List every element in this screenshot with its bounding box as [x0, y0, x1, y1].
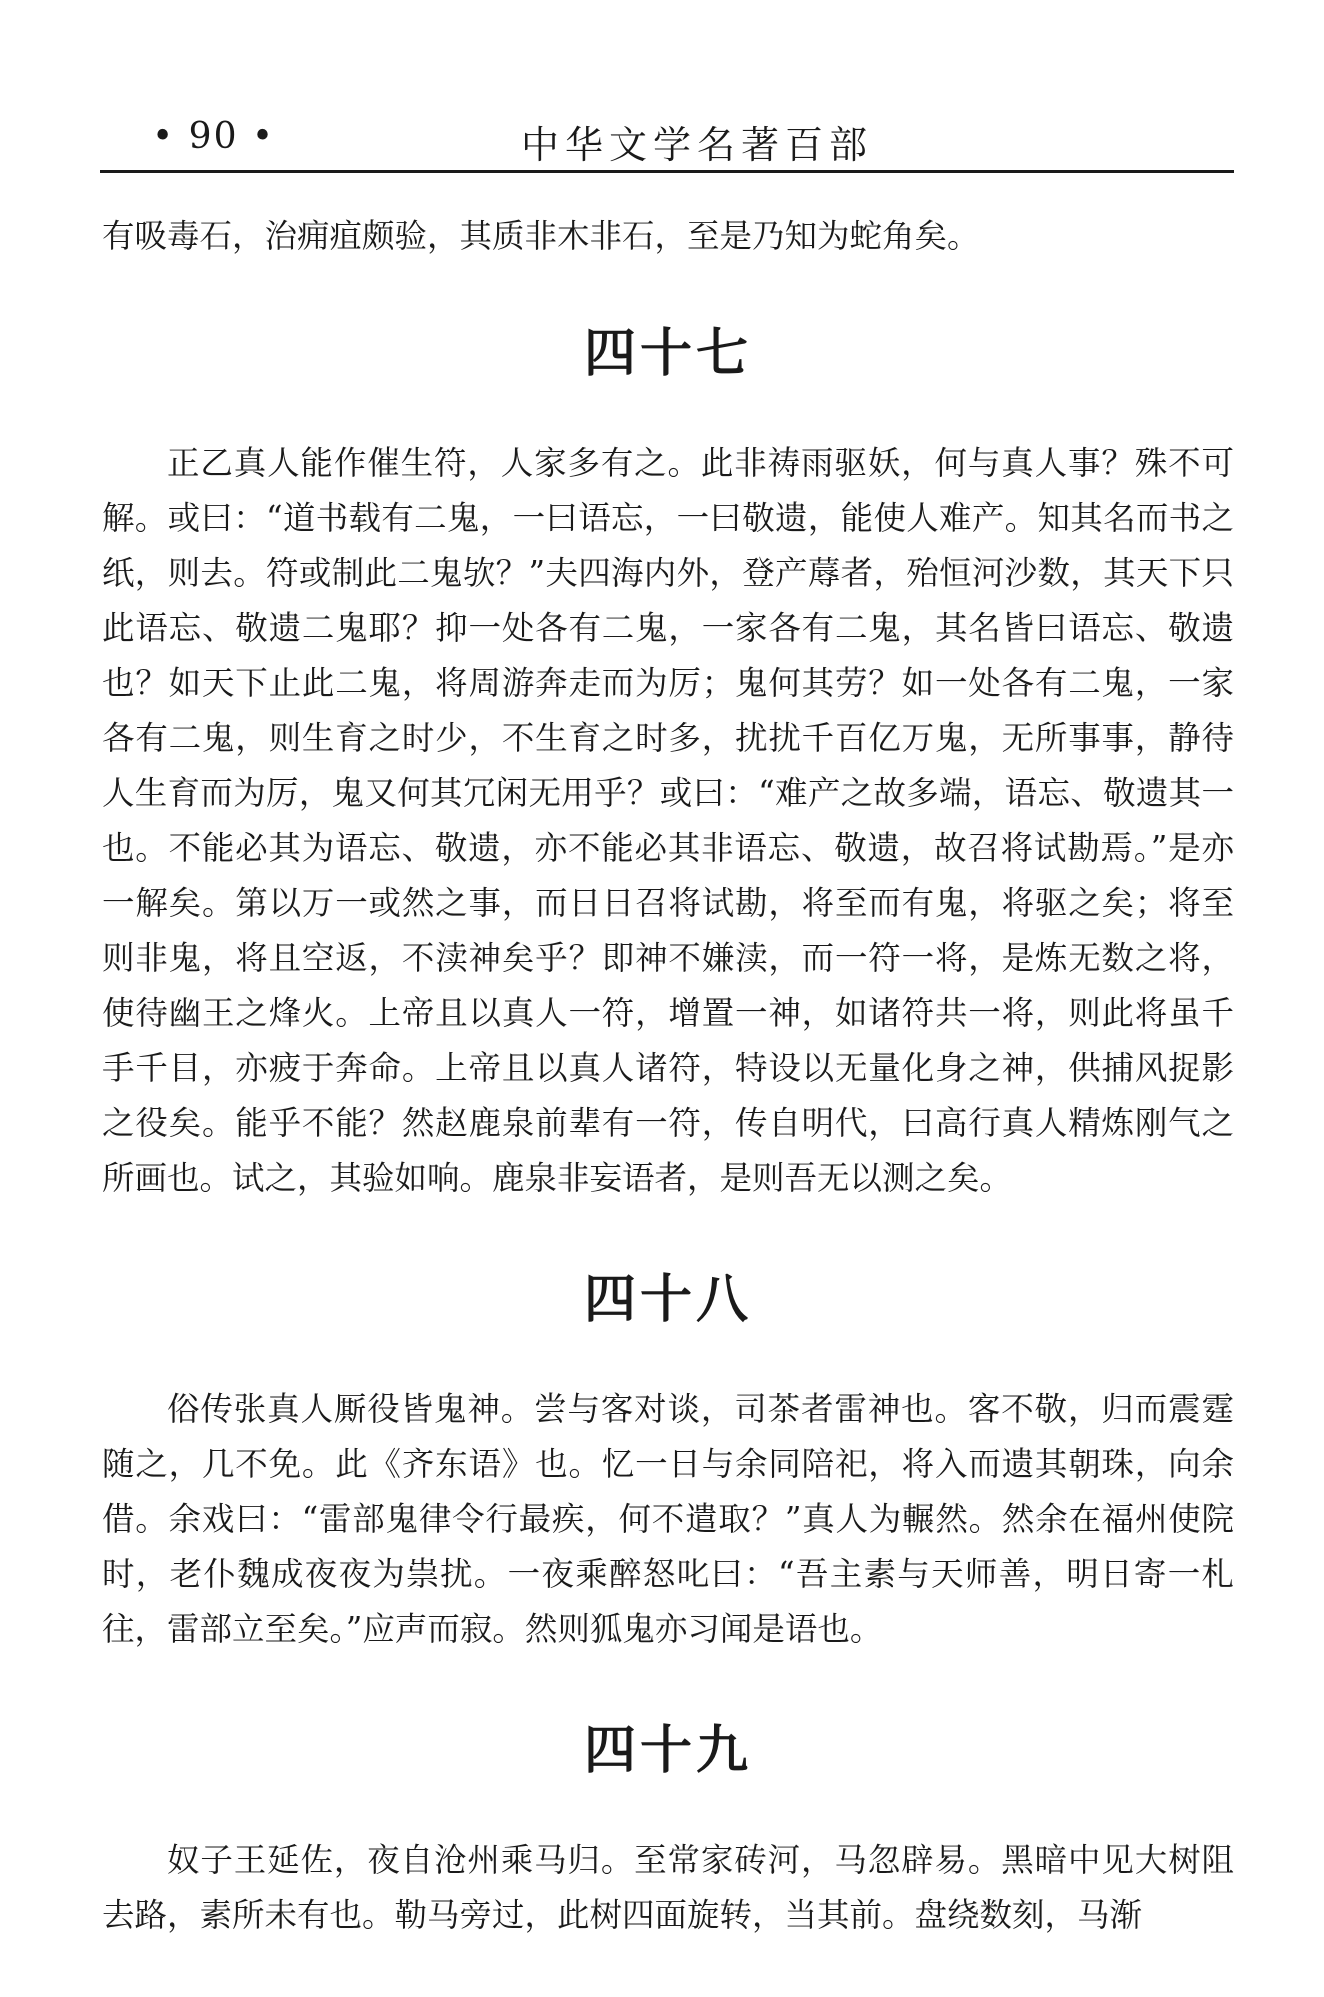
section-48-paragraph: 俗传张真人厮役皆鬼神。尝与客对谈，司茶者雷神也。客不敬，归而震霆随之，几不免。此《齐东语》也。忆一日与余同陪祀，将入而遗其朝珠，向余借。余戏曰：“雷部鬼律令行最疾，何不遣取？”真人为輾然。然余在福州使院时，老仆魏成夜夜为祟扰。一夜乘醉怒叱曰：“吾主素与天师善，明日寄一札往，雷部立至矣。”应声而寂。然则狐鬼亦习闻是语也。 — [102, 1390, 1234, 1648]
page-number: • 90 • — [152, 116, 276, 157]
section-title-48: 四十八 — [583, 1270, 752, 1330]
opening-paragraph: 有吸毒石，治痈疽颇验，其质非木非石，至是乃知为蛇角矣。 — [102, 217, 980, 255]
section-47-paragraph: 正乙真人能作催生符，人家多有之。此非祷雨驱妖，何与真人事？殊不可解。或曰：“道书载有二鬼，一曰语忘，一曰敬遗，能使人难产。知其名而书之纸，则去。符或制此二鬼欤？”夫四海内外，登产蓐者，殆恒河沙数，其天下只此语忘、敬遗二鬼耶？抑一处各有二鬼，一家各有二鬼，其名皆曰语忘、敬遗也？如天下止此二鬼，将周游奔走而为厉；鬼何其劳？如一处各有二鬼，一家各有二鬼，则生育之时少，不生育之时多，扰扰千百亿万鬼，无所事事，静待人生育而为厉，鬼又何其冗闲无用乎？或曰：“难产之故多端，语忘、敬遗其一也。不能必其为语忘、敬遗，亦不能必其非语忘、敬遗，故召将试勘焉。”是亦一解矣。第以万一或然之事，而日日召将试勘，将至而有鬼，将驱之矣；将至则非鬼，将且空返，不渎神矣乎？即神不嫌渎，而一符一将，是炼无数之将，使待幽王之烽火。上帝且以真人一符，增置一神，如诸符共一将，则此将虽千手千目，亦疲于奔命。上帝且以真人诸符，特设以无量化身之神，供捕风捉影之役矣。能乎不能？然赵鹿泉前辈有一符，传自明代，曰高行真人精炼刚气之所画也。试之，其验如响。鹿泉非妄语者，是则吾无以测之矣。 — [102, 444, 1234, 1197]
page-header — [100, 112, 1234, 172]
running-title: 中华文学名著百部 — [520, 123, 873, 167]
header-rule — [100, 170, 1234, 173]
section-49-paragraph: 奴子王延佐，夜自沧州乘马归。至常家砖河，马忽辟易。黑暗中见大树阻去路，素所未有也。勒马旁过，此树四面旋转，当其前。盘绕数刻，马渐 — [102, 1841, 1234, 1934]
section-title-49: 四十九 — [583, 1721, 752, 1781]
page-body — [102, 209, 1234, 1943]
section-title-47: 四十七 — [583, 324, 752, 384]
